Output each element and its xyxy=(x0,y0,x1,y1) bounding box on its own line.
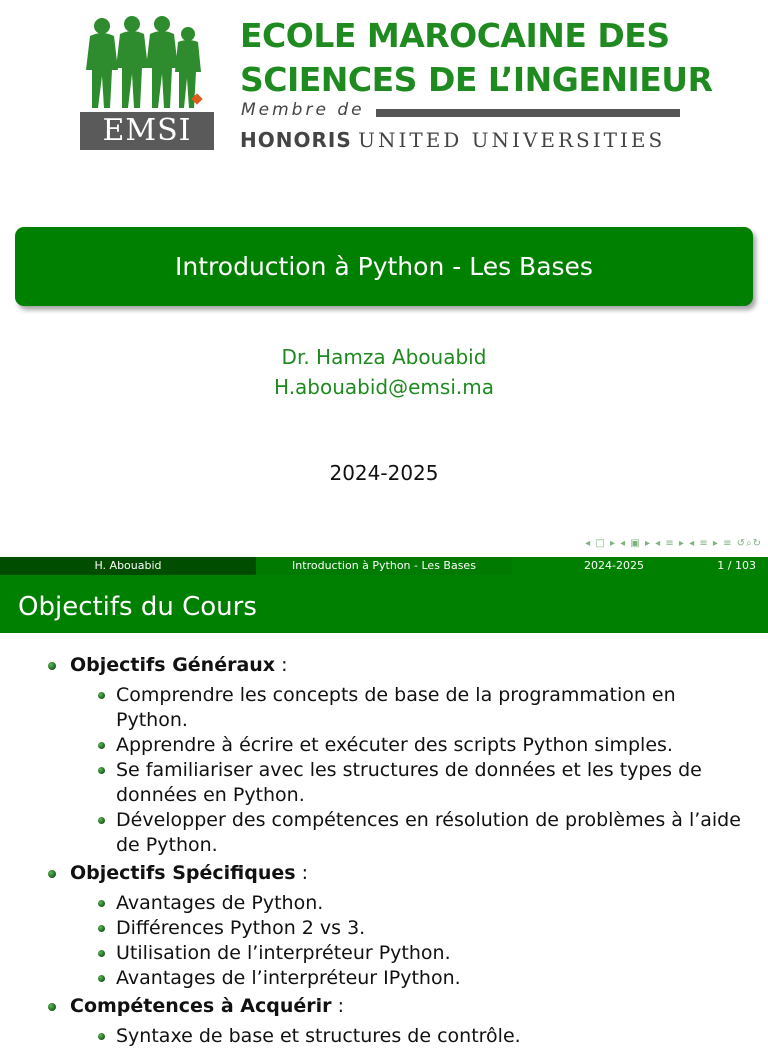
footer-year: 2024-2025 xyxy=(584,559,644,572)
list-item: Différences Python 2 vs 3. xyxy=(116,916,750,941)
emsi-logo xyxy=(80,12,214,150)
author-name: Dr. Hamza Abouabid xyxy=(281,345,487,369)
section-colon: : xyxy=(275,654,288,676)
section-heading-text: Compétences à Acquérir xyxy=(70,995,332,1017)
emsi-wordmark: EMSI xyxy=(80,112,214,150)
section-heading xyxy=(70,858,768,888)
footer-author: H. Abouabid xyxy=(0,557,256,575)
objectives-list xyxy=(0,650,768,1049)
section-heading xyxy=(70,991,768,1021)
title-box xyxy=(15,227,753,306)
honoris-bold: HONORIS xyxy=(240,128,352,152)
footer-bar xyxy=(0,557,768,575)
membre-de-label: Membre de xyxy=(241,100,365,120)
school-name-line2: SCIENCES DE L’INGENIEUR xyxy=(240,60,713,99)
beamer-navigation-icons[interactable]: ◂ □ ▸ ◂ ▣ ▸ ◂ ≡ ▸ ◂ ≡ ▸ ≡ ↺⌕↻ xyxy=(585,538,762,549)
honoris-label xyxy=(240,128,665,152)
presentation-title: Introduction à Python - Les Bases xyxy=(175,252,593,281)
school-name-line1: ECOLE MAROCAINE DES xyxy=(240,16,670,55)
school-name xyxy=(240,14,713,102)
list-item: Syntaxe de base et structures de contrôle. xyxy=(116,1024,750,1049)
list-item: Utilisation de l’interpréteur Python. xyxy=(116,941,750,966)
membre-divider xyxy=(376,109,680,117)
section-heading-text: Objectifs Spécifiques xyxy=(70,862,296,884)
footer-page-number: 1 / 103 xyxy=(717,559,756,572)
section-colon: : xyxy=(331,995,344,1017)
frame-title: Objectifs du Cours xyxy=(0,575,768,633)
list-item: Apprendre à écrire et exécuter des scripts Python simples. xyxy=(116,733,750,758)
section-heading xyxy=(70,650,768,680)
list-item: Avantages de l’interpréteur IPython. xyxy=(116,966,750,991)
list-item: Comprendre les concepts de base de la programmation en Python. xyxy=(116,683,750,733)
list-item: Se familiariser avec les structures de données et les types de données en Python. xyxy=(116,758,750,808)
section-colon: : xyxy=(295,862,309,884)
author-email[interactable]: H.abouabid@emsi.ma xyxy=(274,375,494,399)
list-item: Développer des compétences en résolution de problèmes à l’aide de Python. xyxy=(116,808,750,858)
list-item: Avantages de Python. xyxy=(116,891,750,916)
section-heading-text: Objectifs Généraux xyxy=(70,654,276,676)
footer-right xyxy=(512,557,768,575)
footer-title: Introduction à Python - Les Bases xyxy=(256,557,512,575)
honoris-rest: UNITED UNIVERSITIES xyxy=(358,128,666,152)
academic-year: 2024-2025 xyxy=(329,461,439,485)
